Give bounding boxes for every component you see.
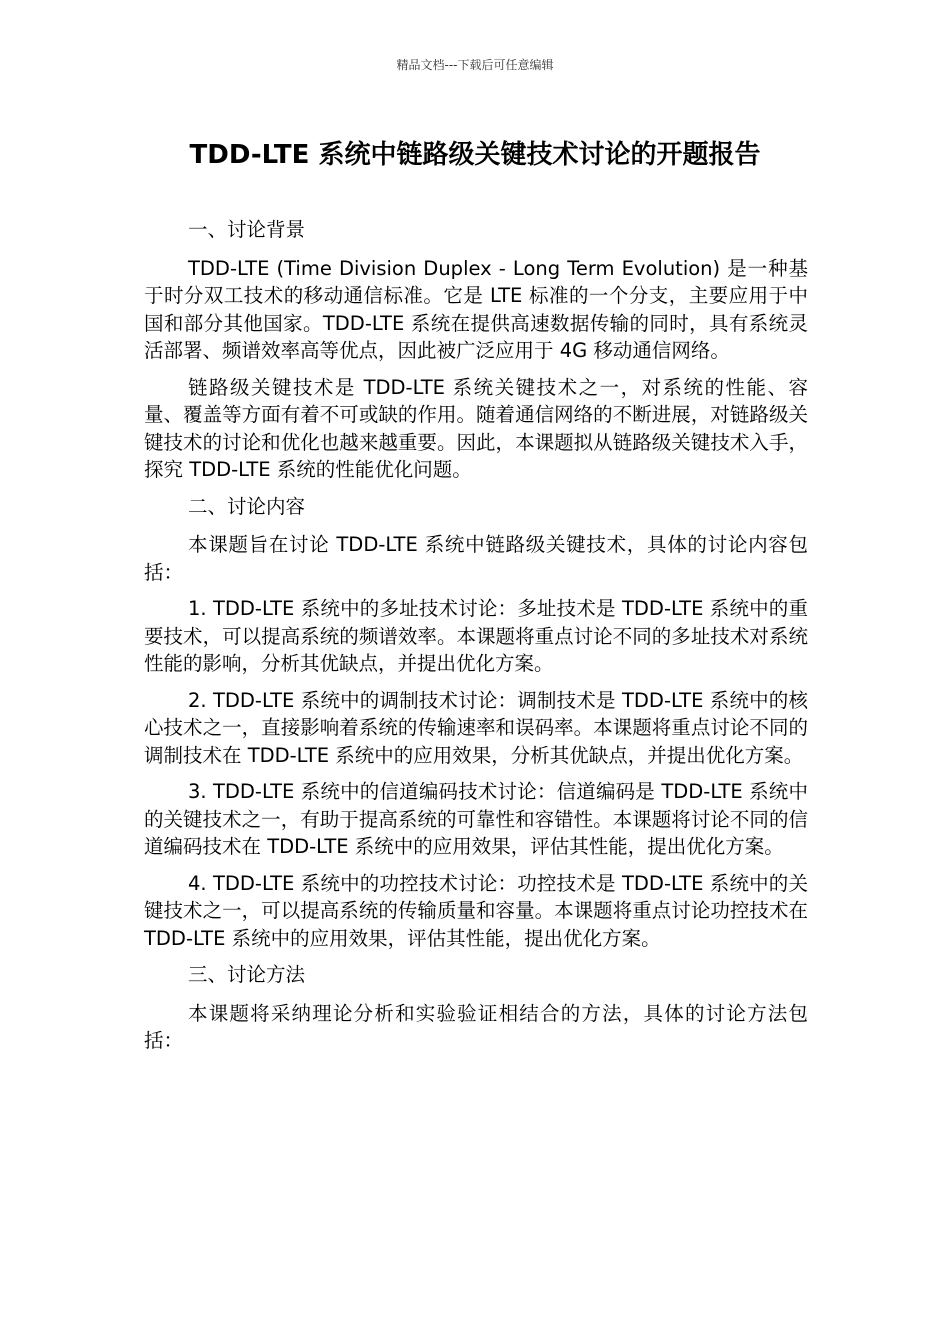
- paragraph-method-intro: 本课题将采纳理论分析和实验验证相结合的方法，具体的讨论方法包括：: [144, 1001, 808, 1052]
- list-item-channel-coding: 3. TDD-LTE 系统中的信道编码技术讨论：信道编码是 TDD-LTE 系统中的关键技术之一，有助于提高系统的可靠性和容错性。本课题将讨论不同的信道编码技术在 TDD-LTE 系统中的应用效果，评估其性能，提出优化方案。: [144, 780, 808, 858]
- document-body: [144, 216, 808, 1064]
- list-item-multiple-access: 1. TDD-LTE 系统中的多址技术讨论：多址技术是 TDD-LTE 系统中的重要技术，可以提高系统的频谱效率。本课题将重点讨论不同的多址技术对系统性能的影响，分析其优缺点，并提出优化方案。: [144, 597, 808, 675]
- section-heading-background: 一、讨论背景: [188, 218, 306, 241]
- section-heading-method: 三、讨论方法: [188, 963, 306, 986]
- paragraph-background-1: TDD-LTE (Time Division Duplex - Long Term Evolution) 是一种基于时分双工技术的移动通信标准。它是 LTE 标准的一个分支，主要应用于中国和部分其他国家。TDD-LTE 系统在提供高速数据传输的同时，具有系统灵活部署、频谱效率高等优点，因此被广泛应用于 4G 移动通信网络。: [144, 256, 808, 362]
- list-item-power-control: 4. TDD-LTE 系统中的功控技术讨论：功控技术是 TDD-LTE 系统中的关键技术之一，可以提高系统的传输质量和容量。本课题将重点讨论功控技术在 TDD-LTE 系统中的应用效果，评估其性能，提出优化方案。: [144, 871, 808, 950]
- paragraph-background-2: 链路级关键技术是 TDD-LTE 系统关键技术之一，对系统的性能、容量、覆盖等方面有着不可或缺的作用。随着通信网络的不断进展，对链路级关键技术的讨论和优化也越来越重要。因此，本课题拟从链路级关键技术入手，探究 TDD-LTE 系统的性能优化问题。: [144, 375, 808, 481]
- document-title: TDD-LTE 系统中链路级关键技术讨论的开题报告: [189, 140, 761, 170]
- header-note: 精品文档---下载后可任意编辑: [396, 58, 554, 72]
- paragraph-content-intro: 本课题旨在讨论 TDD-LTE 系统中链路级关键技术，具体的讨论内容包括：: [144, 533, 808, 584]
- section-heading-content: 二、讨论内容: [188, 494, 306, 518]
- list-item-modulation: 2. TDD-LTE 系统中的调制技术讨论：调制技术是 TDD-LTE 系统中的核心技术之一，直接影响着系统的传输速率和误码率。本课题将重点讨论不同的调制技术在 TDD-LTE 系统中的应用效果，分析其优缺点，并提出优化方案。: [144, 688, 808, 767]
